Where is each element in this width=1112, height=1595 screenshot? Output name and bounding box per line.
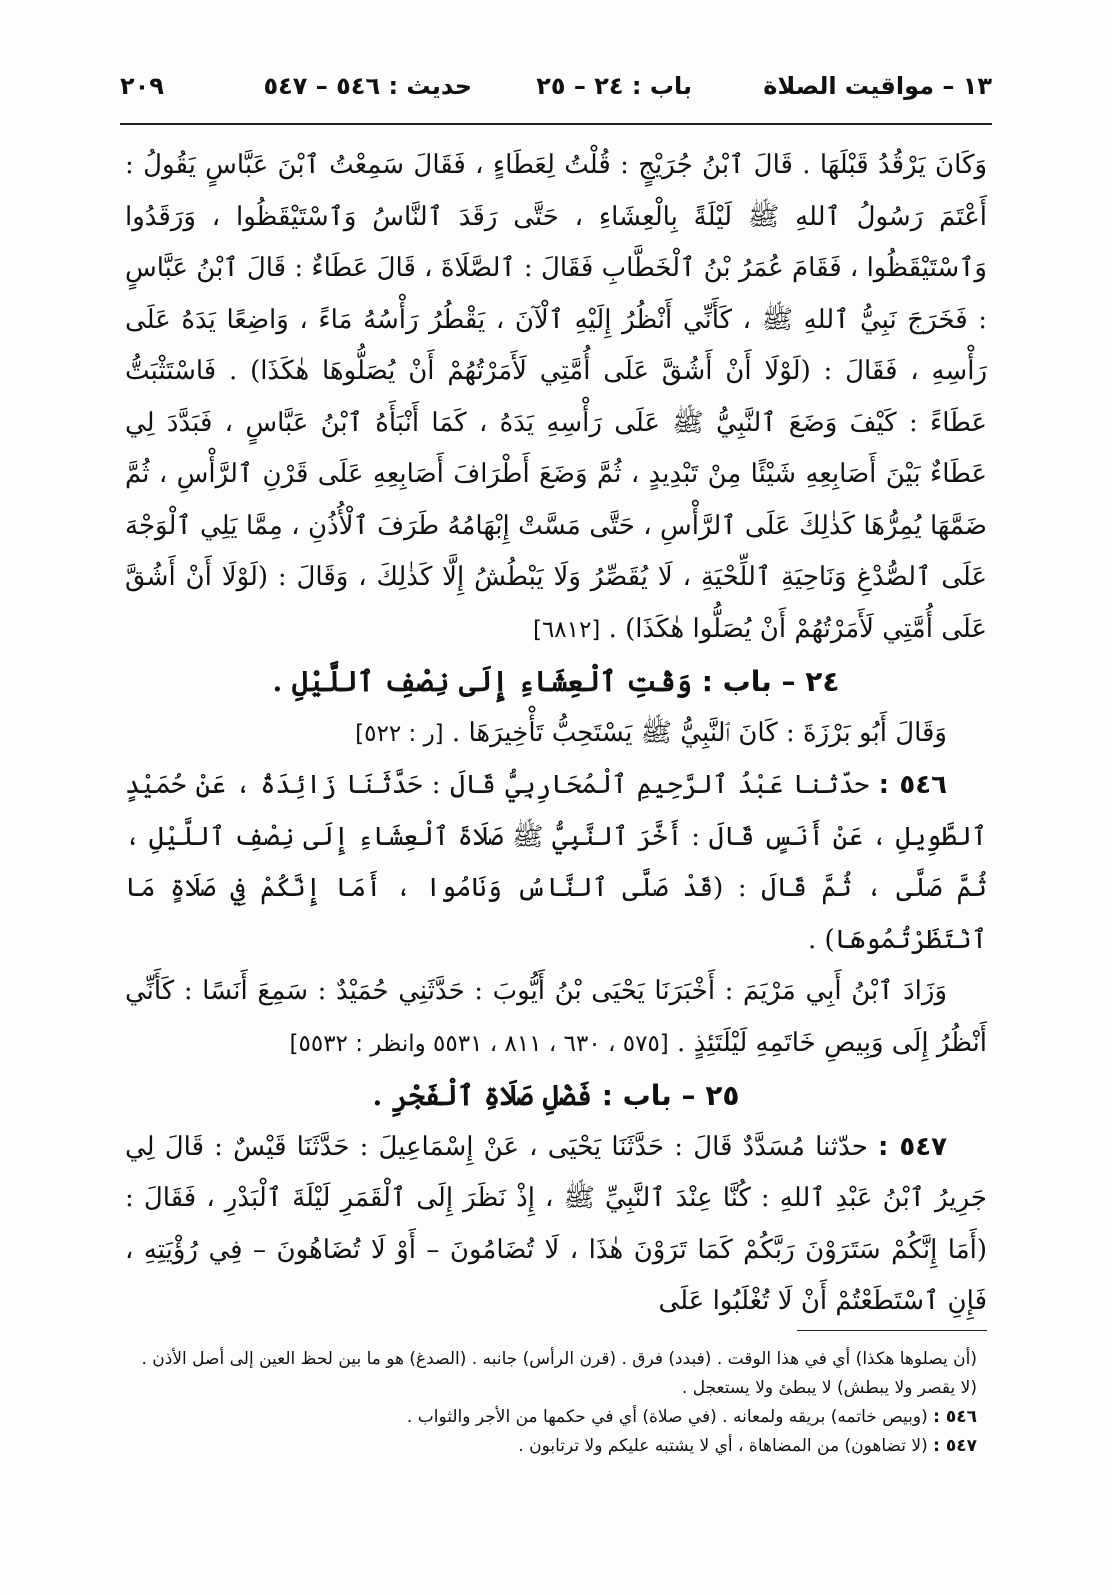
hadith-546-addition [125,966,987,1070]
footnote-547-text: (لا تضاهون) من المضاهاة ، أي لا يشتبه عليكم ولا ترتابون . [518,1436,928,1456]
hadith-546-addition-text: وَزَادَ ٱبْنُ أَبِي مَرْيَمَ : أَخْبَرَنَا يَحْيَى بْنُ أَيُّوبَ : حَدَّثَنِي حُمَيْدٌ : سَمِعَ أَنَسًا : كَأَنِّي أَنْظُرُ إِلَى وَبِيصِ خَاتَمِهِ لَيْلَتَئِذٍ . [125,976,987,1058]
continuation-text: وَكَانَ يَرْقُدُ قَبْلَهَا . قَالَ ٱبْنُ جُرَيْجٍ : قُلْتُ لِعَطَاءٍ ، فَقَالَ سَمِعْتُ ٱبْنَ عَبَّاسٍ يَقُولُ : أَعْتَمَ رَسُولُ ٱللهِ ﷺ لَيْلَةً بِالْعِشَاءِ ، حَتَّى رَقَدَ ٱلنَّاسُ وَٱسْتَيْقَظُوا ، وَرَقَدُوا وَٱسْتَيْقَظُوا ، فَقَامَ عُمَرُ بْنُ ٱلْخَطَّابِ فَقَالَ : ٱلصَّلَاةَ ، قَالَ عَطَاءٌ : قَالَ ٱبْنُ عَبَّاسٍ : فَخَرَجَ نَبِيُّ ٱللهِ ﷺ ، كَأَنِّي أَنْظُرُ إِلَيْهِ ٱلْآنَ ، يَقْطُرُ رَأْسُهُ مَاءً ، وَاضِعًا يَدَهُ عَلَى رَأْسِهِ ، فَقَالَ : (لَوْلَا أَنْ أَشُقَّ عَلَى أُمَّتِي لَأَمَرْتُهُمْ أَنْ يُصَلُّوهَا هٰكَذَا) . فَاسْتَثْبَتُّ عَطَاءً : كَيْفَ وَضَعَ ٱلنَّبِيُّ ﷺ عَلَى رَأْسِهِ يَدَهُ ، كَمَا أَنْبَأَهُ ٱبْنُ عَبَّاسٍ ، فَبَدَّدَ لِي عَطَاءٌ بَيْنَ أَصَابِعِهِ شَيْئًا مِنْ تَبْدِيدٍ ، ثُمَّ وَضَعَ أَطْرَافَ أَصَابِعِهِ عَلَى قَرْنِ ٱلرَّأْسِ ، ثُمَّ ضَمَّهَا يُمِرُّهَا كَذٰلِكَ عَلَى ٱلرَّأْسِ ، حَتَّى مَسَّتْ إِبْهَامُهُ طَرَفَ ٱلْأُذُنِ ، مِمَّا يَلِي ٱلْوَجْهَ عَلَى ٱلصُّدْغِ وَنَاحِيَةِ ٱللِّحْيَةِ ، لَا يُقَصِّرُ وَلَا يَبْطُشُ إِلَّا كَذٰلِكَ ، وَقَالَ : (لَوْلَا أَنْ أَشُقَّ عَلَى أُمَّتِي لَأَمَرْتُهُمْ أَنْ يُصَلُّوا هٰكَذَا) . [125,150,987,644]
chapter-title: ١٣ – مواقيت الصلاة [763,72,992,100]
hadith-546-ref: [٥٧٥ ، ٦٣٠ ، ٨١١ ، ٥٥٣١ وانظر : ٥٥٣٢] [289,1030,669,1057]
bab-25-heading [125,1070,987,1122]
bab-24-heading [125,656,987,708]
header-rule [120,123,992,125]
hadith-547-text: حدّثنا مُسَدَّدٌ قَالَ : حَدَّثَنَا يَحْيَى ، عَنْ إِسْمَاعِيلَ : حَدَّثَنَا قَيْسٌ : قَالَ لِي جَرِيرُ ٱبْنُ عَبْدِ ٱللهِ : كُنَّا عِنْدَ ٱلنَّبِيِّ ﷺ ، إِذْ نَظَرَ إِلَى ٱلْقَمَرِ لَيْلَةَ ٱلْبَدْرِ ، فَقَالَ : (أَمَا إِنَّكُمْ سَتَرَوْنَ رَبَّكُمْ كَمَا تَرَوْنَ هٰذَا ، لَا تُضَامُونَ – أَوْ لَا تُضَاهُونَ – فِي رُؤْيَتِهِ ، فَإِنِ ٱسْتَطَعْتُمْ أَنْ لَا تُغْلَبُوا عَلَى [125,1131,987,1316]
bab-24-label: ٢٤ – باب : [701,665,840,698]
footnote-1: (أن يصلوها هكذا) أي في هذا الوقت . (فبدد) فرق . (قرن الرأس) جانبه . (الصدغ) هو ما بين لحظ العين إلى أصل الأذن . (لا يقصر ولا يبطش) لا يبطئ ولا يستعجل . [141,1349,977,1398]
footnote-546-text: (وبيص خاتمه) بريقه ولمعانه . (في صلاة) أي في حكمها من الأجر والثواب . [406,1407,928,1427]
bab-24-ta3liq-ref: [ر : ٥٢٢] [355,720,444,747]
footnote-rule [797,1330,987,1331]
continuation-paragraph [125,140,987,656]
continuation-ref: [٦٨١٢] [532,616,601,643]
hadith-547-number: ٥٤٧ : [878,1131,948,1162]
main-text [125,140,987,1328]
hadith-547 [125,1122,987,1328]
hadith-range: حديث : ٥٤٦ – ٥٤٧ [263,72,472,100]
hadith-546-text: حدّثنا عَبْدُ ٱلرَّحِيمِ ٱلْمُحَارِبِيُّ قَالَ : حَدَّثَنَا زَائِدَةُ ، عَنْ حُمَيْدٍ ٱلطَّوِيلِ ، عَنْ أَنَسٍ قَالَ : أَخَّرَ ٱلنَّبِيُّ ﷺ صَلَاةَ ٱلْعِشَاءِ إِلَى نِصْفِ ٱللَّيْلِ ، ثُمَّ صَلَّى ، ثُمَّ قَالَ : (قَدْ صَلَّى ٱلنَّاسُ وَنَامُوا ، أَمَا إِنَّكُمْ فِي صَلَاةٍ مَا ٱنْتَظَرْتُمُوهَا) . [125,770,987,955]
bab-24-ta3liq [125,708,987,761]
bab-25-title: فَضْلِ صَلَاةِ ٱلْفَجْرِ . [372,1079,592,1112]
hadith-546-number: ٥٤٦ : [878,770,948,800]
hadith-546 [125,760,987,966]
footnote-547-number: ٥٤٧ : [933,1436,977,1456]
bab-25-label: ٢٥ – باب : [601,1079,740,1112]
running-header [120,72,992,112]
footnote-546-number: ٥٤٦ : [933,1407,977,1427]
bab-range: باب : ٢٤ – ٢٥ [536,72,692,100]
bab-24-ta3liq-text: وَقَالَ أَبُو بَرْزَةَ : كَانَ ٱلنَّبِيُّ ﷺ يَسْتَحِبُّ تَأْخِيرَهَا . [451,717,947,748]
bab-24-title: وَقْتِ ٱلْعِشَاءِ إِلَى نِصْفِ ٱللَّيْلِ . [272,665,692,698]
page-number: ٢٠٩ [120,72,164,100]
footnote-547 [125,1432,977,1461]
footnotes [125,1345,977,1461]
footnote-546 [125,1403,977,1432]
